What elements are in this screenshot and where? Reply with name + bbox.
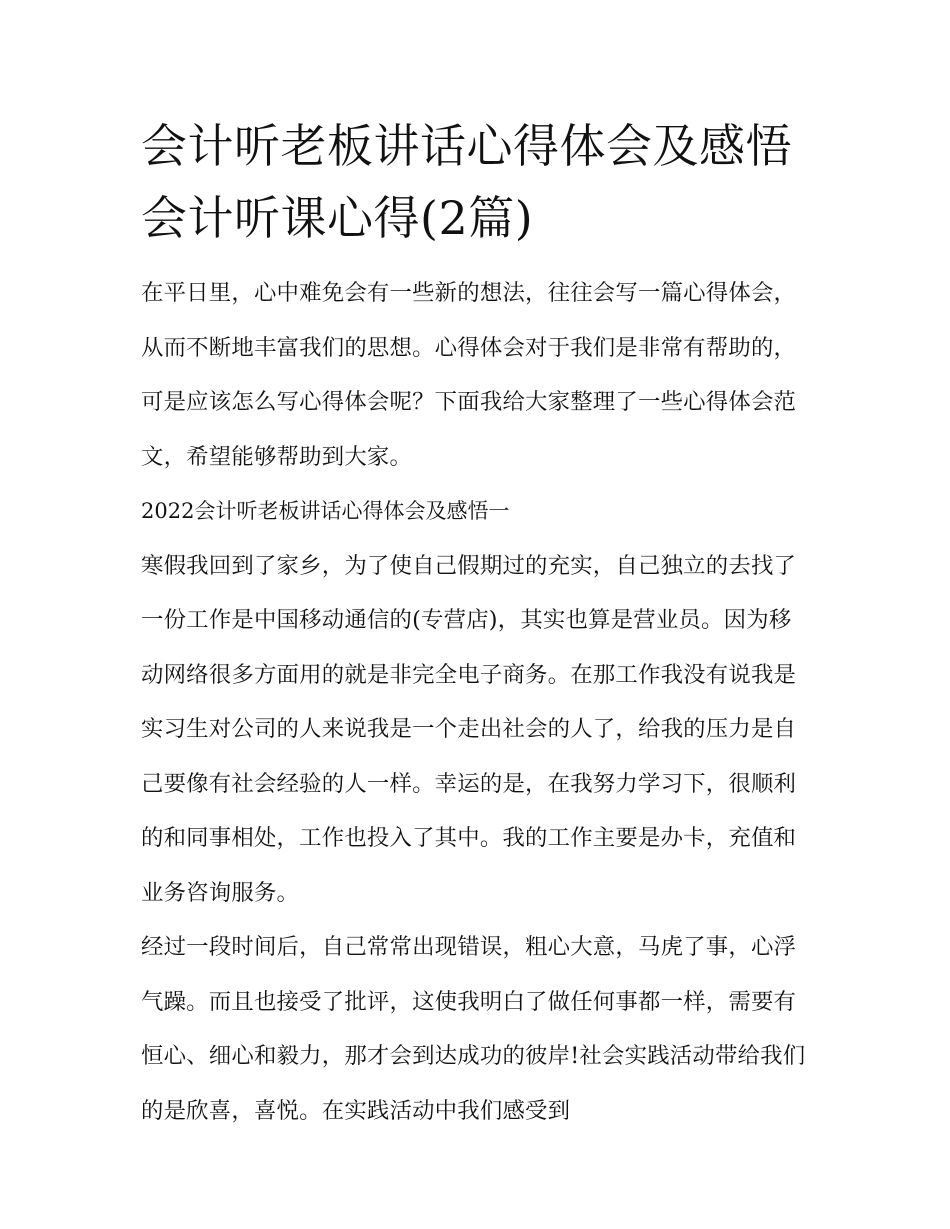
- section-heading: 2022会计听老板讲话心得体会及感悟一: [141, 499, 510, 523]
- document-page: [141, 110, 813, 1138]
- intro-paragraph: 在平日里，心中难免会有一些新的想法，往往会写一篇心得体会，从而不断地丰富我们的思想。心得体会对于我们是非常有帮助的，可是应该怎么写心得体会呢？下面我给大家整理了一些心得体会范文，希望能够帮助到大家。: [141, 280, 797, 470]
- body-paragraph-1: 寒假我回到了家乡，为了使自己假期过的充实，自己独立的去找了一份工作是中国移动通信的(专营店)，其实也算是营业员。因为移动网络很多方面用的就是非完全电子商务。在那工作我没有说我是实习生对公司的人来说我是一个走出社会的人了，给我的压力是自己要像有社会经验的人一样。幸运的是，在我努力学习下，很顺利的和同事相处，工作也投入了其中。我的工作主要是办卡，充值和业务咨询服务。: [141, 552, 797, 906]
- body-paragraph-2: 经过一段时间后，自己常常出现错误，粗心大意，马虎了事，心浮气躁。而且也接受了批评，这使我明白了做任何事都一样，需要有恒心、细心和毅力，那才会到达成功的彼岸!社会实践活动带给我们的是欣喜，喜悦。在实践活动中我们感受到: [141, 934, 806, 1124]
- document-title: 会计听老板讲话心得体会及感悟 会计听课心得(2篇): [141, 119, 792, 245]
